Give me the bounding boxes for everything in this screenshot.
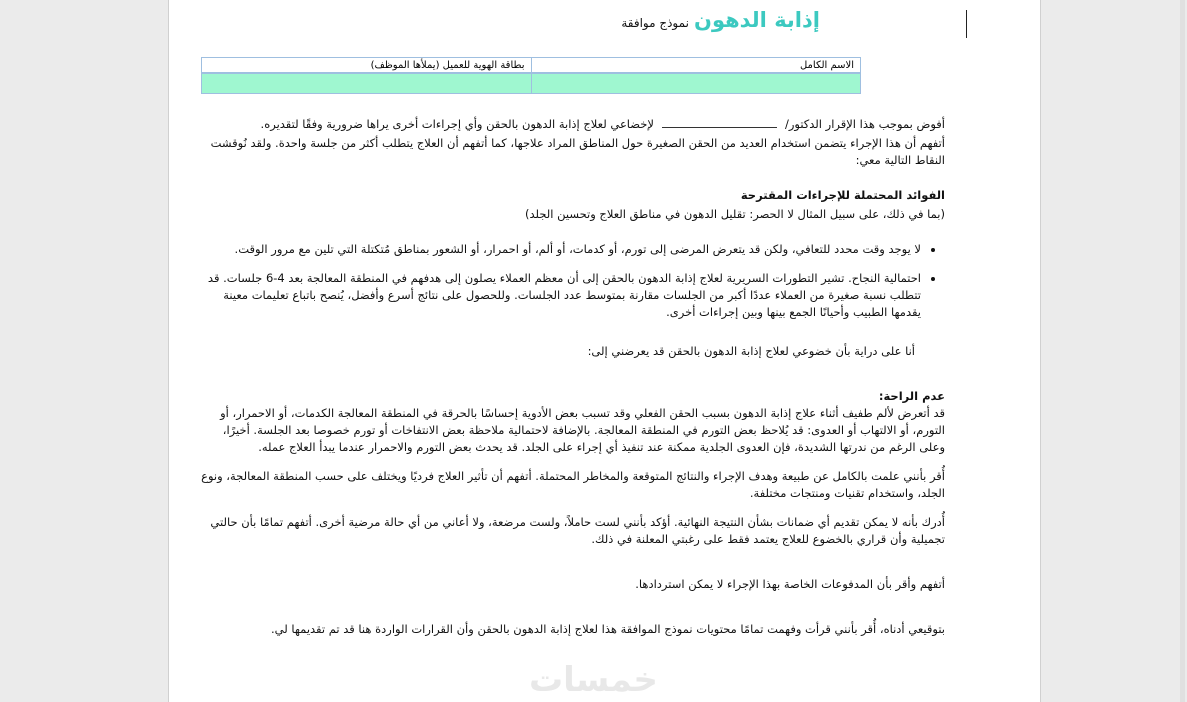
document-page [168,0,1041,702]
discomfort-heading: عدم الراحة: [878,389,945,403]
awareness-statement: أنا على دراية بأن خضوعي لعلاج إذابة الدهون بالحقن قد يعرضني إلى: [587,344,915,358]
list-item: • لا يوجد وقت محدد للتعافي، ولكن قد يتعرض المرضى إلى تورم، أو كدمات، أو ألم، أو احمرار، أو الشعور بمناطق مُتكتلة التي تلين مع مرور الوقت. [201,241,921,258]
p1-end: لإخضاعي لعلاج إذابة الدهون بالحقن وأي إجراءات أخرى يراها ضرورية وفقًا لتقديره. [260,117,654,131]
text-cursor [966,10,967,38]
title-sub: نموذج موافقة [621,16,689,30]
discomfort-paragraph: قد أتعرض لألم طفيف أثناء علاج إذابة الدهون بسبب الحقن الفعلي وقد تسبب بعض الأدوية إحساسًا بالحرقة في المنطقة المعالجة الكدمات، أو الاحمرار، أو التورم، أو الالتهاب أو العدوى: قد يُلاحظ بعض التورم في المنطقة المعالجة. بالإضافة لاحتمالية ملاحظة بعض الانتفاخات أو تورم خصوصا بعد الجلسة. أخيرًا، وعلى الرغم من ندرتها الشديدة، فإن العدوى الجلدية ممكنة عند تنفيذ أي إجراء على الجلد. قد يحدث بعض التورم والاحمرار عندما يبدأ العلاج عمله. [220,406,945,454]
title-main: إذابة الدهون [694,8,820,32]
signature-paragraph: بتوقيعي أدناه، أُقر بأنني قرأت وفهمت تمامًا محتويات نموذج الموافقة هذا لعلاج إذابة الدهون بالحقن وأن القرارات الواردة هنا قد تم تقديمها لي. [270,622,945,636]
guarantee-paragraph: أُدرك بأنه لا يمكن تقديم أي ضمانات بشأن النتيجة النهائية. أؤكد بأنني لست حاملاً، ولست مرضعة، ولا أعاني من أي حالة مرضية أخرى. أتفهم تمامًا بأن حالتي تجميلية وأن قراري بالخضوع للعلاج يعتمد فقط على رغبتي المعلنة في ذلك. [210,515,945,546]
document-title [621,8,820,32]
header-client-id: بطاقة الهوية للعميل (يملأها الموظف) [202,58,532,74]
authorization-paragraph [201,116,945,133]
benefits-heading: الفوائد المحتملة للإجراءات المقترحة [740,188,945,202]
watermark-logo: خمسات [529,660,658,700]
document-header [201,8,945,52]
refund-paragraph: أتفهم وأقر بأن المدفوعات الخاصة بهذا الإجراء لا يمكن استردادها. [635,577,945,591]
client-id-cell[interactable] [202,73,532,94]
document-body [201,116,945,638]
informed-paragraph: أُقر بأنني علمت بالكامل عن طبيعة وهدف الإجراء والنتائج المتوقعة والمخاطر المحتملة. أتفهم أن تأثير العلاج فرديًا ويختلف على حسب المنطقة المعالجة، ونوع الجلد، واستخدام تقنيات ومنتجات مختلفة. [201,469,945,500]
benefits-subtitle: (بما في ذلك، على سبيل المثال لا الحصر: تقليل الدهون في مناطق العلاج وتحسين الجلد) [524,207,945,221]
benefits-list [201,241,945,321]
header-full-name: الاسم الكامل [531,58,861,74]
procedure-paragraph: أتفهم أن هذا الإجراء يتضمن استخدام العديد من الحقن الصغيرة حول المناطق المراد علاجها، كما أتفهم أن العلاج يتطلب أكثر من جلسة واحدة. ولقد نُوقشت النقاط التالية معي: [210,136,945,167]
p1-start: أفوض بموجب هذا الإقرار الدكتور/ [784,117,945,131]
list-item: • احتمالية النجاح. تشير التطورات السريرية لعلاج إذابة الدهون بالحقن إلى أن معظم العملاء يصلون إلى هدفهم في المنطقة المعالجة بعد 4-6 جلسات. قد تتطلب نسبة صغيرة من العملاء عددًا أكبر من الجلسات مقارنة بمتوسط عدد الجلسات. وللحصول على نتائج أسرع وأفضل، يُنصح باتباع تعليمات معينة يقدمها الطبيب وأحيانًا الجمع بينها وبين إجراءات أخرى. [201,270,921,321]
doctor-name-blank[interactable] [662,127,777,128]
full-name-cell[interactable] [531,73,861,94]
client-info-table [201,57,861,94]
vertical-scrollbar[interactable] [1180,0,1185,702]
